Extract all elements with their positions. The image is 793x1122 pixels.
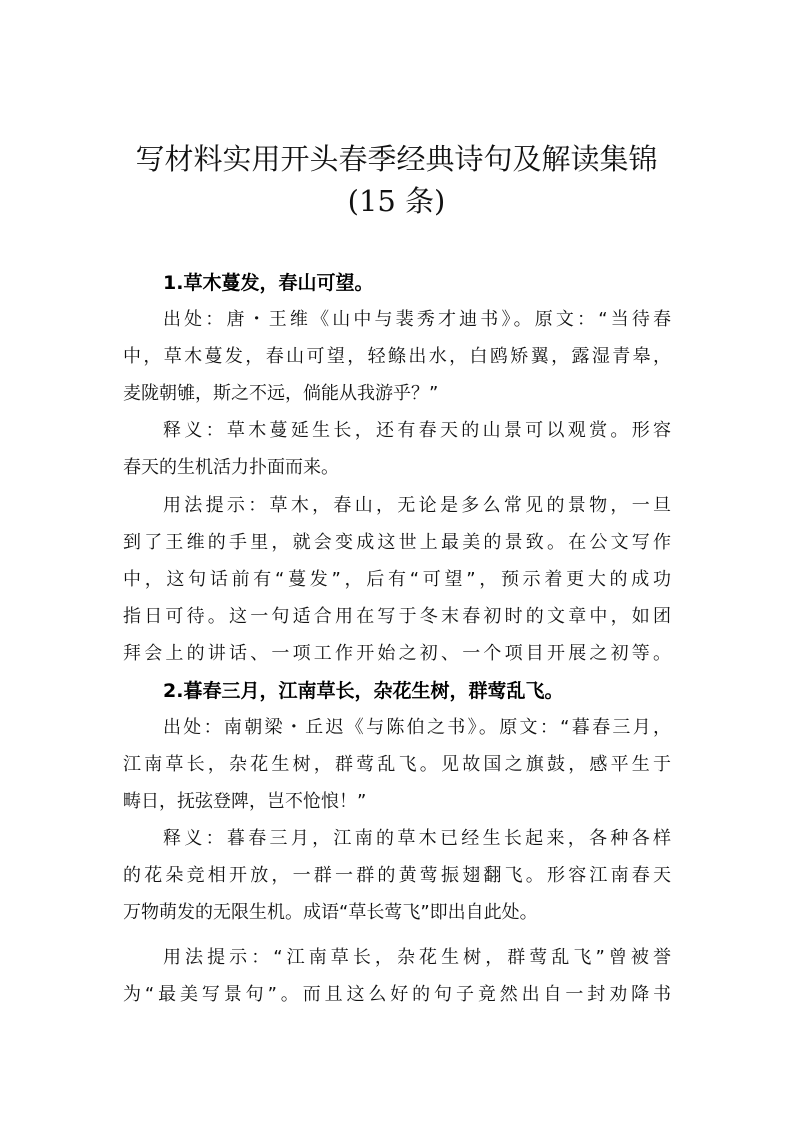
section-1-usage: 拜会上的讲话、一项工作开始之初、一个项目开展之初等。 — [123, 643, 671, 664]
section-1-usage: 指日可待。这一句适合用在写于冬末春初时的文章中，如团 — [123, 606, 671, 627]
document-subtitle-count: (15 条) — [347, 184, 446, 218]
section-2-meaning: 释义：暮春三月，江南的草木已经生长起来，各种各样 — [163, 828, 671, 849]
section-2-source: 江南草长，杂花生树，群莺乱飞。见故国之旗鼓，感平生于 — [123, 754, 671, 775]
section-2-source: 出处：南朝梁・丘迟《与陈伯之书》。原文：“暮春三月， — [163, 717, 671, 738]
section-2-meaning: 的花朵竞相开放，一群一群的黄莺振翅翻飞。形容江南春天 — [123, 865, 671, 886]
section-1-heading: 1.草木蔓发，春山可望。 — [163, 272, 374, 294]
section-1-meaning: 春天的生机活力扑面而来。 — [123, 457, 339, 478]
section-1-usage: 用法提示：草木，春山，无论是多么常见的景物，一旦 — [163, 495, 671, 516]
section-2-usage: 为“最美写景句”。而且这么好的句子竟然出自一封劝降书 — [123, 984, 671, 1005]
section-1-usage: 中，这句话前有“蔓发”，后有“可望”，预示着更大的成功 — [123, 569, 671, 590]
section-2-source: 畴日，抚弦登陴，岂不怆悢！” — [123, 791, 367, 812]
section-1-source: 中，草木蔓发，春山可望，轻鲦出水，白鸥矫翼，露湿青皋， — [123, 346, 671, 367]
section-1-usage: 到了王维的手里，就会变成这世上最美的景致。在公文写作 — [123, 532, 671, 553]
section-2-meaning: 万物萌发的无限生机。成语“草长莺飞”即出自此处。 — [123, 902, 538, 923]
section-2-usage: 用法提示：“江南草长，杂花生树，群莺乱飞”曾被誉 — [163, 947, 671, 968]
section-1-source: 出处：唐・王维《山中与裴秀才迪书》。原文：“当待春 — [163, 309, 671, 330]
section-2-heading: 2.暮春三月，江南草长，杂花生树，群莺乱飞。 — [163, 680, 564, 702]
document-title: 写材料实用开头春季经典诗句及解读集锦 — [135, 142, 658, 176]
section-1-meaning: 释义：草木蔓延生长，还有春天的山景可以观赏。形容 — [163, 420, 671, 441]
section-1-source: 麦陇朝雊，斯之不远，倘能从我游乎？” — [123, 383, 439, 404]
